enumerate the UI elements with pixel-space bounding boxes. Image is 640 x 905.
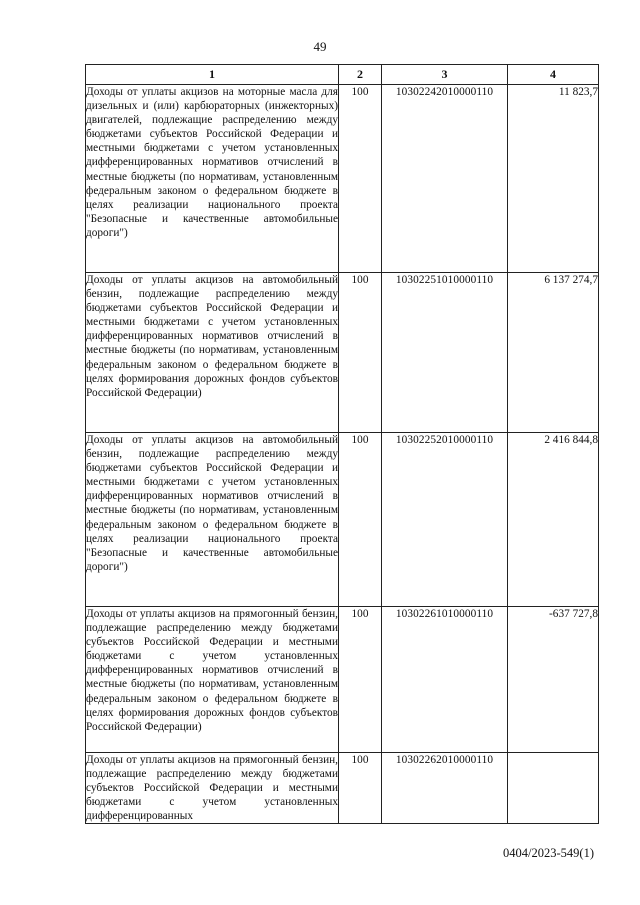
- header-col-3: 3: [382, 65, 508, 85]
- header-col-2: 2: [339, 65, 382, 85]
- row-description: Доходы от уплаты акцизов на автомобильный бензин, подлежащие распределению между бюджетами субъектов Российской Федерации и местными бюджетами с учетом установленных дифференцированных нормативов отчислений в местные бюджеты (по нормативам, установленным федеральным законом о федеральном бюджете в целях формирования дорожных фондов субъектов Российской Федерации): [86, 273, 339, 433]
- header-col-4: 4: [508, 65, 599, 85]
- row-admin-code: 100: [339, 433, 382, 607]
- table-row: [86, 273, 599, 433]
- row-budget-code: 10302261010000110: [382, 607, 508, 753]
- row-amount: 6 137 274,7: [508, 273, 599, 433]
- row-amount: [508, 753, 599, 824]
- document-code: 0404/2023-549(1): [503, 846, 594, 860]
- row-amount: -637 727,8: [508, 607, 599, 753]
- row-budget-code: 10302252010000110: [382, 433, 508, 607]
- table-row: [86, 433, 599, 607]
- row-description: Доходы от уплаты акцизов на моторные масла для дизельных и (или) карбюраторных (инжекторных) двигателей, подлежащие распределению между бюджетами субъектов Российской Федерации и местными бюджетами с учетом установленных дифференцированных нормативов отчислений в местные бюджеты (по нормативам, установленным федеральным законом о федеральном бюджете в целях реализации национального проекта "Безопасные и качественные автомобильные дороги"): [86, 85, 339, 273]
- row-admin-code: 100: [339, 753, 382, 824]
- row-admin-code: 100: [339, 273, 382, 433]
- revenue-table: [85, 64, 599, 824]
- row-amount: 11 823,7: [508, 85, 599, 273]
- table-header-row: [86, 65, 599, 85]
- row-budget-code: 10302251010000110: [382, 273, 508, 433]
- row-budget-code: 10302242010000110: [382, 85, 508, 273]
- row-description: Доходы от уплаты акцизов на прямогонный бензин, подлежащие распределению между бюджетами субъектов Российской Федерации и местными бюджетами с учетом установленных дифференцированных нормативов отчислений в местные бюджеты (по нормативам, установленным федеральным законом о федеральном бюджете в целях формирования дорожных фондов субъектов Российской Федерации): [86, 607, 339, 753]
- table-row: [86, 753, 599, 824]
- row-description: Доходы от уплаты акцизов на автомобильный бензин, подлежащие распределению между бюджетами субъектов Российской Федерации и местными бюджетами с учетом установленных дифференцированных нормативов отчислений в местные бюджеты (по нормативам, установленным федеральным законом о федеральном бюджете в целях реализации национального проекта "Безопасные и качественные автомобильные дороги"): [86, 433, 339, 607]
- table-row: [86, 607, 599, 753]
- table-row: [86, 85, 599, 273]
- page-number: 49: [313, 39, 327, 54]
- row-description: Доходы от уплаты акцизов на прямогонный бензин, подлежащие распределению между бюджетами субъектов Российской Федерации и местными бюджетами с учетом установленных дифференцированных: [86, 754, 338, 823]
- header-col-1: 1: [86, 65, 339, 85]
- row-admin-code: 100: [339, 85, 382, 273]
- row-admin-code: 100: [339, 607, 382, 753]
- row-amount: 2 416 844,8: [508, 433, 599, 607]
- row-budget-code: 10302262010000110: [382, 753, 508, 824]
